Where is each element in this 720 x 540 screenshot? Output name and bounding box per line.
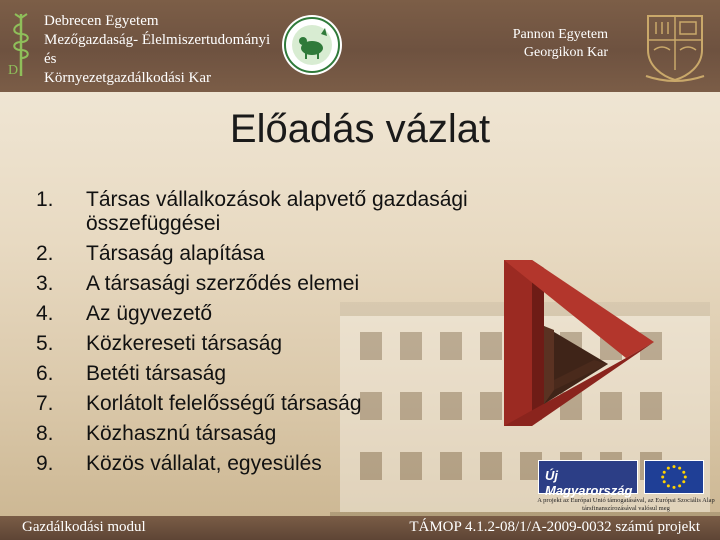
right-org-name — [500, 26, 608, 62]
svg-text:D: D — [8, 63, 19, 78]
left-org-line: Debrecen Egyetem — [44, 13, 159, 29]
item-number: 4. — [36, 302, 54, 325]
left-org-name — [44, 12, 284, 88]
item-number: 9. — [36, 452, 54, 475]
list-item — [36, 332, 556, 356]
item-text: Közös vállalat, egyesülés — [86, 452, 322, 475]
item-number: 6. — [36, 362, 54, 385]
footer-bar — [0, 516, 720, 540]
staff-logo-icon — [4, 12, 38, 78]
list-item — [36, 452, 556, 476]
uj-magyarorszag-text: Új Magyarország — [545, 468, 633, 498]
faculty-shield-icon — [640, 10, 710, 82]
item-number: 8. — [36, 422, 54, 445]
footer-project-id: TÁMOP 4.1.2-08/1/A-2009-0032 számú projekt — [409, 519, 700, 535]
item-number: 1. — [36, 188, 54, 211]
eu-funding-logos — [538, 460, 710, 498]
list-item — [36, 272, 556, 296]
footer-module-name: Gazdálkodási modul — [22, 519, 146, 535]
list-item — [36, 422, 556, 446]
right-org-line: Pannon Egyetem — [512, 27, 608, 42]
uj-magyarorszag-logo — [538, 460, 638, 498]
item-text: Az ügyvezető — [86, 302, 213, 325]
impossible-triangle-icon — [488, 254, 658, 432]
item-text: Korlátolt felelősségű társaság — [86, 392, 362, 415]
item-text: Közkereseti társaság — [86, 332, 283, 355]
item-text: Betéti társaság — [86, 362, 227, 385]
right-org-line: Georgikon Kar — [523, 45, 608, 60]
list-item — [36, 242, 556, 266]
left-org-line: Mezőgazdaság- Élelmiszertudományi és — [44, 32, 271, 67]
item-text: Társas vállalkozások alapvető gazdasági összefüggései — [86, 188, 468, 235]
university-seal-icon — [281, 14, 343, 76]
item-text: Közhasznú társaság — [86, 422, 277, 445]
list-item — [36, 392, 556, 416]
item-text: A társasági szerződés elemei — [86, 272, 360, 295]
item-number: 7. — [36, 392, 54, 415]
eu-funding-note: A projekt az Európai Unió támogatásával, az Európai Szociális Alap társfinanszírozásával valósul meg — [537, 497, 715, 512]
item-number: 3. — [36, 272, 54, 295]
header-banner — [0, 0, 720, 92]
item-number: 2. — [36, 242, 54, 265]
item-number: 5. — [36, 332, 54, 355]
eu-flag-icon — [644, 460, 704, 494]
slide-title: Előadás vázlat — [229, 107, 491, 151]
list-item — [36, 362, 556, 386]
item-text: Társaság alapítása — [86, 242, 265, 265]
agenda-list — [36, 188, 556, 476]
list-item — [36, 188, 556, 236]
list-item — [36, 302, 556, 326]
left-org-line: Környezetgazdálkodási Kar — [44, 70, 212, 86]
